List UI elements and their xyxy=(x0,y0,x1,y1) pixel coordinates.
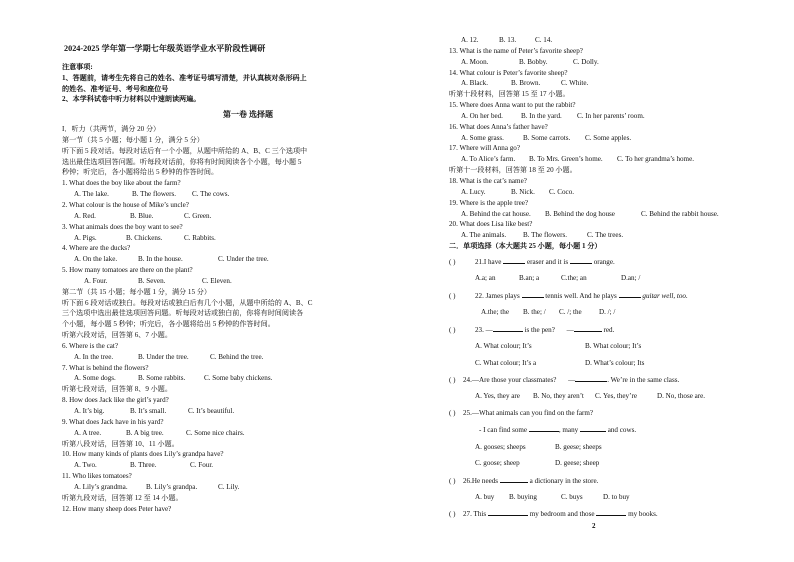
instruction-line: 听下面 5 段对话。每段对话后有一个小题，从题中所给的 A、B、C 三个选项中 xyxy=(62,146,308,155)
question-13: 13. What is the name of Peter’s favorite sheep? xyxy=(449,46,583,55)
listening-instruction: 听第十一段材料，回答第 18 至 20 小题。 xyxy=(449,166,577,175)
question-21-options xyxy=(449,273,779,284)
question-23-options-2 xyxy=(449,358,779,369)
answer-blank[interactable] xyxy=(574,324,602,332)
answer-paren[interactable]: ( ) xyxy=(449,510,456,519)
option: C. Under the tree. xyxy=(218,255,269,264)
question-17: 17. Where will Anna go? xyxy=(449,144,520,153)
listening-instruction: 听第七段对话，回答第 8、9 小题。 xyxy=(62,385,172,394)
answer-paren[interactable]: ( ) xyxy=(449,408,456,417)
option: D. to buy xyxy=(603,493,630,501)
question-25: ( ) 25.—What animals can you find on the farm? xyxy=(449,408,594,417)
option: C. To her grandma’s home. xyxy=(617,155,694,164)
instruction-line: 听下面 6 段对话或独白。每段对话或独白后有几个小题，从题中所给的 A、B、C xyxy=(62,298,313,307)
question-8: 8. How does Jack like the girl’s yard? xyxy=(62,396,169,405)
answer-blank[interactable] xyxy=(522,290,544,298)
option: A. buy xyxy=(475,493,495,501)
option: A. On her bed. xyxy=(461,111,503,120)
question-6: 6. Where is the cat? xyxy=(62,341,119,350)
question-14: 14. What colour is Peter’s favorite sheep? xyxy=(449,68,568,77)
option: B. Behind the dog house xyxy=(545,209,615,218)
answer-blank[interactable] xyxy=(580,424,606,432)
option: B. Seven. xyxy=(138,276,166,285)
answer-blank[interactable] xyxy=(493,324,523,332)
question-22: ( ) 22. James plays tennis well. And he plays guitar well, too. xyxy=(449,291,688,300)
question-5-options xyxy=(62,276,434,287)
question-15-options xyxy=(449,111,779,122)
option: A. Moon. xyxy=(461,57,489,66)
part-title: 第一卷 选择题 xyxy=(223,110,273,120)
question-10: 10. How many kinds of plants does Lily’s grandpa have? xyxy=(62,450,224,459)
right-column xyxy=(449,35,779,526)
option: C. goose; sheep xyxy=(475,459,520,468)
question-4: 4. Where are the ducks? xyxy=(62,244,131,253)
question-22-options xyxy=(449,307,779,318)
option: B. geese; sheeps xyxy=(555,442,602,451)
option: A. It’s big. xyxy=(74,407,105,415)
option: D. /; / xyxy=(599,308,616,317)
question-17-options xyxy=(449,154,779,165)
question-10-options xyxy=(62,460,434,471)
listening-instruction: 听第十段材料，回答第 15 至 17 小题。 xyxy=(449,90,570,99)
question-25-options-2 xyxy=(449,458,779,469)
option: C. It’s beautiful. xyxy=(188,407,235,415)
option: C. Eleven. xyxy=(202,276,232,285)
option: C. buys xyxy=(561,493,583,501)
question-25-options-1 xyxy=(449,442,779,453)
option: A. 12. xyxy=(461,36,479,44)
question-16: 16. What does Anna’s father have? xyxy=(449,122,548,131)
option: A. Pigs. xyxy=(74,233,97,242)
option: A. Black. xyxy=(461,79,488,88)
answer-blank[interactable] xyxy=(529,424,559,432)
option: B. Under the tree. xyxy=(138,352,189,361)
question-12: 12. How many sheep does Peter have? xyxy=(62,504,172,513)
question-7-options xyxy=(62,373,434,384)
question-23-options-1 xyxy=(449,341,779,352)
instruction-line: 秒钟；听完后，各小题将给出 5 秒钟的作答时间。 xyxy=(62,168,219,177)
question-21: ( ) 21.I have eraser and it is orange. xyxy=(449,257,615,266)
option: C. In her parents’ room. xyxy=(577,111,645,120)
question-5: 5. How many tomatoes are there on the plant? xyxy=(62,266,193,275)
question-1: 1. What does the boy like about the farm? xyxy=(62,179,181,188)
option: B. Three. xyxy=(130,461,157,470)
option: A. Lucy. xyxy=(461,187,486,196)
option: C. Some apples. xyxy=(585,133,632,142)
answer-blank[interactable] xyxy=(500,475,528,483)
listening-heading: I．听力（共两节，满分 20 分） xyxy=(62,125,161,134)
listening-instruction: 听第六段对话，回答第 6、7 小题。 xyxy=(62,331,172,340)
option: D. What’s colour; Its xyxy=(585,358,645,367)
listening-instruction: 听第九段对话，回答第 12 至 14 小题。 xyxy=(62,493,183,502)
instruction-line: 三个选项中选出最佳选项回答问题。听每段对话或独白前，你将有时间阅读各 xyxy=(62,309,304,318)
question-24-options xyxy=(449,391,779,402)
option: A. A tree. xyxy=(74,428,102,437)
option: B.an; a xyxy=(519,274,540,283)
option: A. Some grass. xyxy=(461,133,504,142)
answer-paren[interactable]: ( ) xyxy=(449,375,456,384)
option: C. Lily. xyxy=(218,482,240,491)
question-14-options xyxy=(449,78,779,89)
option: B. What colour; It’s xyxy=(585,342,642,351)
option: B. Blue. xyxy=(130,211,154,220)
option: C. Coco. xyxy=(549,187,575,196)
answer-blank[interactable] xyxy=(503,256,525,264)
option: A. Lily’s grandma. xyxy=(74,482,128,491)
answer-paren[interactable]: ( ) xyxy=(449,257,456,266)
question-25-line2: - I can find some , many and cows. xyxy=(479,426,637,435)
option: C. The trees. xyxy=(587,231,624,240)
option: B. Bobby. xyxy=(519,57,548,66)
page-number: 2 xyxy=(592,522,596,530)
question-12-options xyxy=(449,35,779,46)
option: B. It’s small. xyxy=(130,407,167,415)
question-18-options xyxy=(449,187,779,198)
option: A. Two. xyxy=(74,461,97,470)
option: B. Lily’s grandpa. xyxy=(146,482,198,491)
option: B. A big tree. xyxy=(126,428,164,437)
option: C. White. xyxy=(561,79,589,88)
question-11-options xyxy=(62,482,434,493)
option: A. To Alice’s farm. xyxy=(461,155,516,164)
option: B. Chickens. xyxy=(126,233,163,242)
option: A. On the lake. xyxy=(74,255,118,264)
option: A. What colour; It’s xyxy=(475,342,532,351)
question-20-options xyxy=(449,230,779,241)
option: C. What colour; It’s a xyxy=(475,358,537,367)
question-3-options xyxy=(62,233,434,244)
option: C. Behind the tree. xyxy=(210,352,264,361)
option: C. Four. xyxy=(190,461,214,470)
question-2: 2. What colour is the house of Mike’s uncle? xyxy=(62,200,189,209)
question-1-options xyxy=(62,189,434,200)
option: C. Rabbits. xyxy=(184,233,216,242)
question-19-options xyxy=(449,209,779,220)
option: B. In the house. xyxy=(138,255,183,264)
exam-title: 2024-2025 学年第一学期七年级英语学业水平阶段性调研 xyxy=(64,44,266,53)
answer-blank[interactable] xyxy=(619,290,641,298)
option: A. Four. xyxy=(84,276,108,285)
answer-blank[interactable] xyxy=(596,508,626,516)
option: C. Some nice chairs. xyxy=(186,428,245,437)
note-line: 1、答题前，请考生先将自己的姓名、准考证号填写清楚，并认真核对条形码上 xyxy=(62,73,307,82)
option: C. Dolly. xyxy=(573,57,599,66)
question-19: 19. Where is the apple tree? xyxy=(449,198,529,207)
option: B. The flowers. xyxy=(132,190,176,199)
option: B. Nick. xyxy=(511,187,535,196)
section-heading: 第二节（共 15 小题；每小题 1 分，满分 15 分） xyxy=(62,287,211,296)
question-24: ( ) 24.—Are those your classmates? — . We’re in the same class. xyxy=(449,375,680,384)
answer-paren[interactable]: ( ) xyxy=(449,325,456,334)
option: B. the; / xyxy=(523,308,546,317)
option: A. gooses; sheeps xyxy=(475,442,526,451)
question-27: ( ) 27. This my bedroom and those my books. xyxy=(449,510,658,519)
option: A.the; the xyxy=(481,308,509,317)
question-4-options xyxy=(62,254,434,265)
option: C.the; an xyxy=(561,274,587,283)
question-9-options xyxy=(62,428,434,439)
option: C. Green. xyxy=(184,211,212,220)
option: B. buying xyxy=(509,493,537,501)
question-18: 18. What is the cat’s name? xyxy=(449,176,527,185)
question-13-options xyxy=(449,57,779,68)
question-8-options xyxy=(62,406,434,417)
question-26-options xyxy=(449,492,779,503)
option: B. The flowers. xyxy=(523,231,567,240)
answer-blank[interactable] xyxy=(575,374,607,382)
option: B. No, they aren’t xyxy=(533,392,584,401)
answer-blank[interactable] xyxy=(488,508,528,516)
question-11: 11. Who likes tomatoes? xyxy=(62,472,132,481)
option: D. geese; sheep xyxy=(555,459,600,468)
question-23: ( ) 23. — is the pen? — red. xyxy=(449,325,615,334)
question-3: 3. What animals does the boy want to see? xyxy=(62,222,183,231)
listening-instruction: 听第八段对话，回答第 10、11 小题。 xyxy=(62,439,179,448)
section-heading: 第一节（共 5 小题；每小题 1 分，满分 5 分） xyxy=(62,135,204,144)
option: A.a; an xyxy=(475,274,496,283)
question-6-options xyxy=(62,352,434,363)
question-7: 7. What is behind the flowers? xyxy=(62,363,149,372)
option: A. The lake. xyxy=(74,190,109,199)
question-20: 20. What does Lisa like best? xyxy=(449,220,533,229)
instruction-line: 选出最佳选项回答问题。听每段对话前，你将有时间阅读各个小题，每小题 5 xyxy=(62,157,302,166)
answer-paren[interactable]: ( ) xyxy=(449,476,456,485)
option: B. To Mrs. Green’s home. xyxy=(529,155,603,164)
option: A. The animals. xyxy=(461,231,507,240)
option: B. In the yard. xyxy=(521,111,562,120)
option: B. Some carrots. xyxy=(523,133,571,142)
question-9: 9. What does Jack have in his yard? xyxy=(62,417,164,426)
option: A. Red. xyxy=(74,211,96,220)
single-choice-heading: 二．单项选择（本大题共 25 小题，每小题 1 分） xyxy=(449,242,602,251)
question-16-options xyxy=(449,133,779,144)
option: A. Yes, they are xyxy=(475,392,520,401)
option: A. Some dogs. xyxy=(74,374,116,383)
option: C. /; the xyxy=(559,308,582,317)
option: A. Behind the cat house. xyxy=(461,209,531,218)
option: D.an; / xyxy=(621,274,641,283)
left-column xyxy=(62,0,434,514)
note-line: 的姓名、准考证号、考号和座位号 xyxy=(62,84,169,93)
option: C. 14. xyxy=(535,36,553,44)
option: A. In the tree. xyxy=(74,352,114,361)
question-15: 15. Where does Anna want to put the rabbit? xyxy=(449,101,576,110)
question-2-options xyxy=(62,211,434,222)
option: B. Brown. xyxy=(511,79,541,88)
instruction-line: 个小题，每小题 5 秒钟；听完后，各小题将给出 5 秒钟的作答时间。 xyxy=(62,320,275,329)
notes-heading: 注意事项: xyxy=(62,62,93,71)
option: B. Some rabbits. xyxy=(138,374,186,383)
question-26: ( ) 26.He needs a dictionary in the store. xyxy=(449,476,599,485)
option: D. No, those are. xyxy=(657,392,706,401)
option: B. 13. xyxy=(499,36,517,44)
option: C. The cows. xyxy=(192,190,230,199)
answer-blank[interactable] xyxy=(570,256,592,264)
option: C. Yes, they’re xyxy=(595,392,637,401)
option: C. Some baby chickens. xyxy=(204,374,273,383)
option: C. Behind the rabbit house. xyxy=(641,209,719,218)
note-line: 2、本学科试卷中听力材料以中速朗读两遍。 xyxy=(62,95,201,104)
answer-paren[interactable]: ( ) xyxy=(449,291,456,300)
